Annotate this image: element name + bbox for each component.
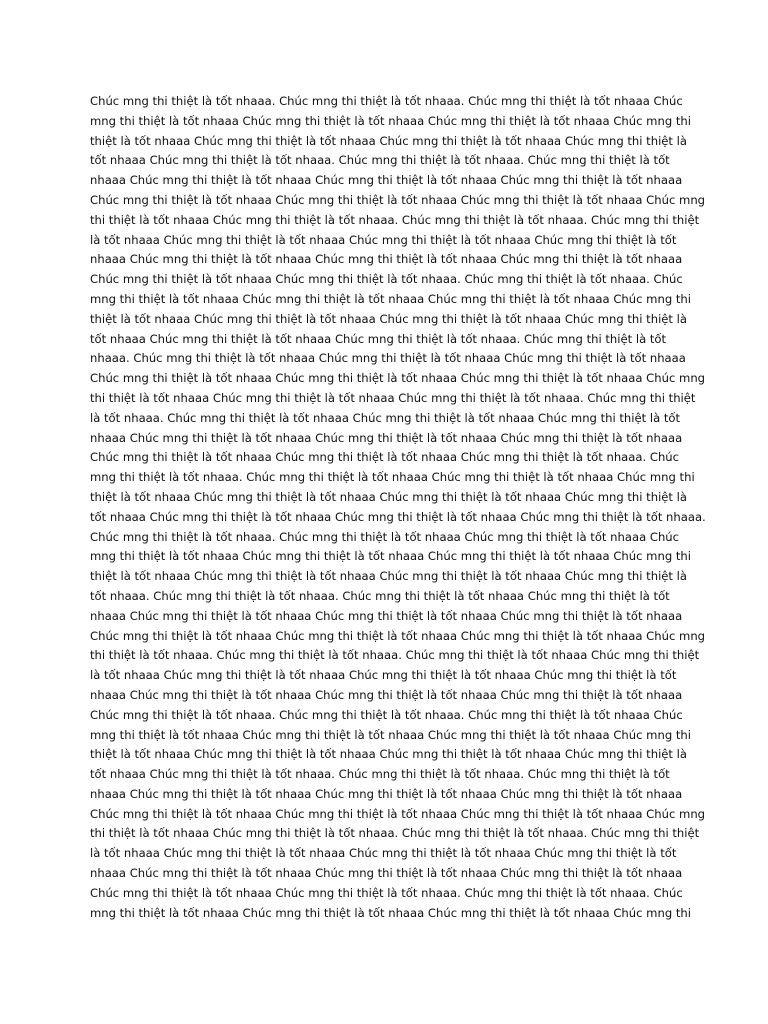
text-line: mng thi thiệt là tốt nhaaa. Chúc mng thi thiệt là tốt nhaaa Chúc mng thi thiệt là tốt nhaaa Chúc mng thi — [90, 470, 695, 485]
text-line: nhaaa Chúc mng thi thiệt là tốt nhaaa Chúc mng thi thiệt là tốt nhaaa Chúc mng thi thiệt là tốt nhaaa — [90, 173, 683, 188]
text-line: nhaaa Chúc mng thi thiệt là tốt nhaaa Chúc mng thi thiệt là tốt nhaaa Chúc mng thi thiệt là tốt nhaaa — [90, 786, 683, 801]
text-line: tốt nhaaa. Chúc mng thi thiệt là tốt nhaaa. Chúc mng thi thiệt là tốt nhaaa Chúc mng thi thiệt là tốt — [90, 588, 670, 603]
text-line: thiệt là tốt nhaaa Chúc mng thi thiệt là tốt nhaaa Chúc mng thi thiệt là tốt nhaaa Chúc mng thi thiệt là — [90, 489, 687, 504]
text-line: là tốt nhaaa Chúc mng thi thiệt là tốt nhaaa Chúc mng thi thiệt là tốt nhaaa Chúc mng thi thiệt là tốt — [90, 232, 677, 247]
text-line: là tốt nhaaa Chúc mng thi thiệt là tốt nhaaa Chúc mng thi thiệt là tốt nhaaa Chúc mng thi thiệt là tốt — [90, 846, 677, 861]
text-line: Chúc mng thi thiệt là tốt nhaaa Chúc mng thi thiệt là tốt nhaaa Chúc mng thi thiệt là tốt nhaaa Chúc mng — [90, 192, 706, 207]
text-line: mng thi thiệt là tốt nhaaa Chúc mng thi thiệt là tốt nhaaa Chúc mng thi thiệt là tốt nhaaa Chúc mng thi — [90, 113, 691, 128]
text-line: thiệt là tốt nhaaa Chúc mng thi thiệt là tốt nhaaa Chúc mng thi thiệt là tốt nhaaa Chúc mng thi thiệt là — [90, 133, 687, 148]
text-line: Chúc mng thi thiệt là tốt nhaaa Chúc mng thi thiệt là tốt nhaaa Chúc mng thi thiệt là tốt nhaaa Chúc mng — [90, 806, 706, 821]
text-line: nhaaa Chúc mng thi thiệt là tốt nhaaa Chúc mng thi thiệt là tốt nhaaa Chúc mng thi thiệt là tốt nhaaa — [90, 687, 683, 702]
text-line: Chúc mng thi thiệt là tốt nhaaa Chúc mng thi thiệt là tốt nhaaa Chúc mng thi thiệt là tốt nhaaa. Chúc — [90, 450, 680, 465]
text-line: nhaaa Chúc mng thi thiệt là tốt nhaaa Chúc mng thi thiệt là tốt nhaaa Chúc mng thi thiệt là tốt nhaaa — [90, 608, 683, 623]
text-line: nhaaa Chúc mng thi thiệt là tốt nhaaa Chúc mng thi thiệt là tốt nhaaa Chúc mng thi thiệt là tốt nhaaa — [90, 430, 683, 445]
text-line: mng thi thiệt là tốt nhaaa Chúc mng thi thiệt là tốt nhaaa Chúc mng thi thiệt là tốt nhaaa Chúc mng thi — [90, 905, 691, 920]
text-line: thi thiệt là tốt nhaaa Chúc mng thi thiệt là tốt nhaaa. Chúc mng thi thiệt là tốt nhaaa. Chúc mng thi thiệt — [90, 212, 700, 227]
text-line: thi thiệt là tốt nhaaa Chúc mng thi thiệt là tốt nhaaa. Chúc mng thi thiệt là tốt nhaaa. Chúc mng thi thiệt — [90, 826, 700, 841]
text-line: tốt nhaaa Chúc mng thi thiệt là tốt nhaaa. Chúc mng thi thiệt là tốt nhaaa. Chúc mng thi thiệt là tốt — [90, 767, 670, 782]
text-line: mng thi thiệt là tốt nhaaa Chúc mng thi thiệt là tốt nhaaa Chúc mng thi thiệt là tốt nhaaa Chúc mng thi — [90, 291, 691, 306]
text-line: là tốt nhaaa. Chúc mng thi thiệt là tốt nhaaa Chúc mng thi thiệt là tốt nhaaa Chúc mng thi thiệt là tốt — [90, 410, 681, 425]
text-line: nhaaa Chúc mng thi thiệt là tốt nhaaa Chúc mng thi thiệt là tốt nhaaa Chúc mng thi thiệt là tốt nhaaa — [90, 252, 683, 267]
text-line: Chúc mng thi thiệt là tốt nhaaa. Chúc mng thi thiệt là tốt nhaaa Chúc mng thi thiệt là tốt nhaaa Chúc — [90, 529, 680, 544]
text-line: mng thi thiệt là tốt nhaaa Chúc mng thi thiệt là tốt nhaaa Chúc mng thi thiệt là tốt nhaaa Chúc mng thi — [90, 549, 691, 564]
text-line: tốt nhaaa Chúc mng thi thiệt là tốt nhaaa. Chúc mng thi thiệt là tốt nhaaa. Chúc mng thi thiệt là tốt — [90, 153, 670, 168]
text-line: là tốt nhaaa Chúc mng thi thiệt là tốt nhaaa Chúc mng thi thiệt là tốt nhaaa Chúc mng thi thiệt là tốt — [90, 668, 677, 683]
text-line: thiệt là tốt nhaaa Chúc mng thi thiệt là tốt nhaaa Chúc mng thi thiệt là tốt nhaaa Chúc mng thi thiệt là — [90, 311, 687, 326]
text-line: Chúc mng thi thiệt là tốt nhaaa Chúc mng thi thiệt là tốt nhaaa Chúc mng thi thiệt là tốt nhaaa Chúc mng — [90, 371, 706, 386]
text-line: Chúc mng thi thiệt là tốt nhaaa. Chúc mng thi thiệt là tốt nhaaa. Chúc mng thi thiệt là tốt nhaaa Chúc — [90, 94, 683, 108]
text-line: tốt nhaaa Chúc mng thi thiệt là tốt nhaaa Chúc mng thi thiệt là tốt nhaaa Chúc mng thi thiệt là tốt nhaaa. — [90, 509, 706, 524]
text-line: Chúc mng thi thiệt là tốt nhaaa Chúc mng thi thiệt là tốt nhaaa Chúc mng thi thiệt là tốt nhaaa Chúc mng — [90, 628, 706, 643]
text-line: Chúc mng thi thiệt là tốt nhaaa. Chúc mng thi thiệt là tốt nhaaa. Chúc mng thi thiệt là tốt nhaaa Chúc — [90, 707, 683, 722]
body-text — [90, 92, 706, 923]
text-line: nhaaa. Chúc mng thi thiệt là tốt nhaaa Chúc mng thi thiệt là tốt nhaaa Chúc mng thi thiệt là tốt nhaaa — [90, 351, 686, 366]
text-line: Chúc mng thi thiệt là tốt nhaaa Chúc mng thi thiệt là tốt nhaaa. Chúc mng thi thiệt là tốt nhaaa. Chúc — [90, 272, 683, 287]
text-line: mng thi thiệt là tốt nhaaa Chúc mng thi thiệt là tốt nhaaa Chúc mng thi thiệt là tốt nhaaa Chúc mng thi — [90, 727, 691, 742]
text-line: nhaaa Chúc mng thi thiệt là tốt nhaaa Chúc mng thi thiệt là tốt nhaaa Chúc mng thi thiệt là tốt nhaaa — [90, 866, 683, 881]
text-line: thi thiệt là tốt nhaaa Chúc mng thi thiệt là tốt nhaaa Chúc mng thi thiệt là tốt nhaaa. Chúc mng thi thiệt — [90, 390, 696, 405]
text-line: thi thiệt là tốt nhaaa. Chúc mng thi thiệt là tốt nhaaa. Chúc mng thi thiệt là tốt nhaaa Chúc mng thi thiệt — [90, 648, 700, 663]
text-line: Chúc mng thi thiệt là tốt nhaaa Chúc mng thi thiệt là tốt nhaaa. Chúc mng thi thiệt là tốt nhaaa. Chúc — [90, 885, 683, 900]
text-line: tốt nhaaa Chúc mng thi thiệt là tốt nhaaa Chúc mng thi thiệt là tốt nhaaa. Chúc mng thi thiệt là tốt — [90, 331, 667, 346]
text-line: thiệt là tốt nhaaa Chúc mng thi thiệt là tốt nhaaa Chúc mng thi thiệt là tốt nhaaa Chúc mng thi thiệt là — [90, 569, 687, 584]
text-line: thiệt là tốt nhaaa Chúc mng thi thiệt là tốt nhaaa Chúc mng thi thiệt là tốt nhaaa Chúc mng thi thiệt là — [90, 747, 687, 762]
